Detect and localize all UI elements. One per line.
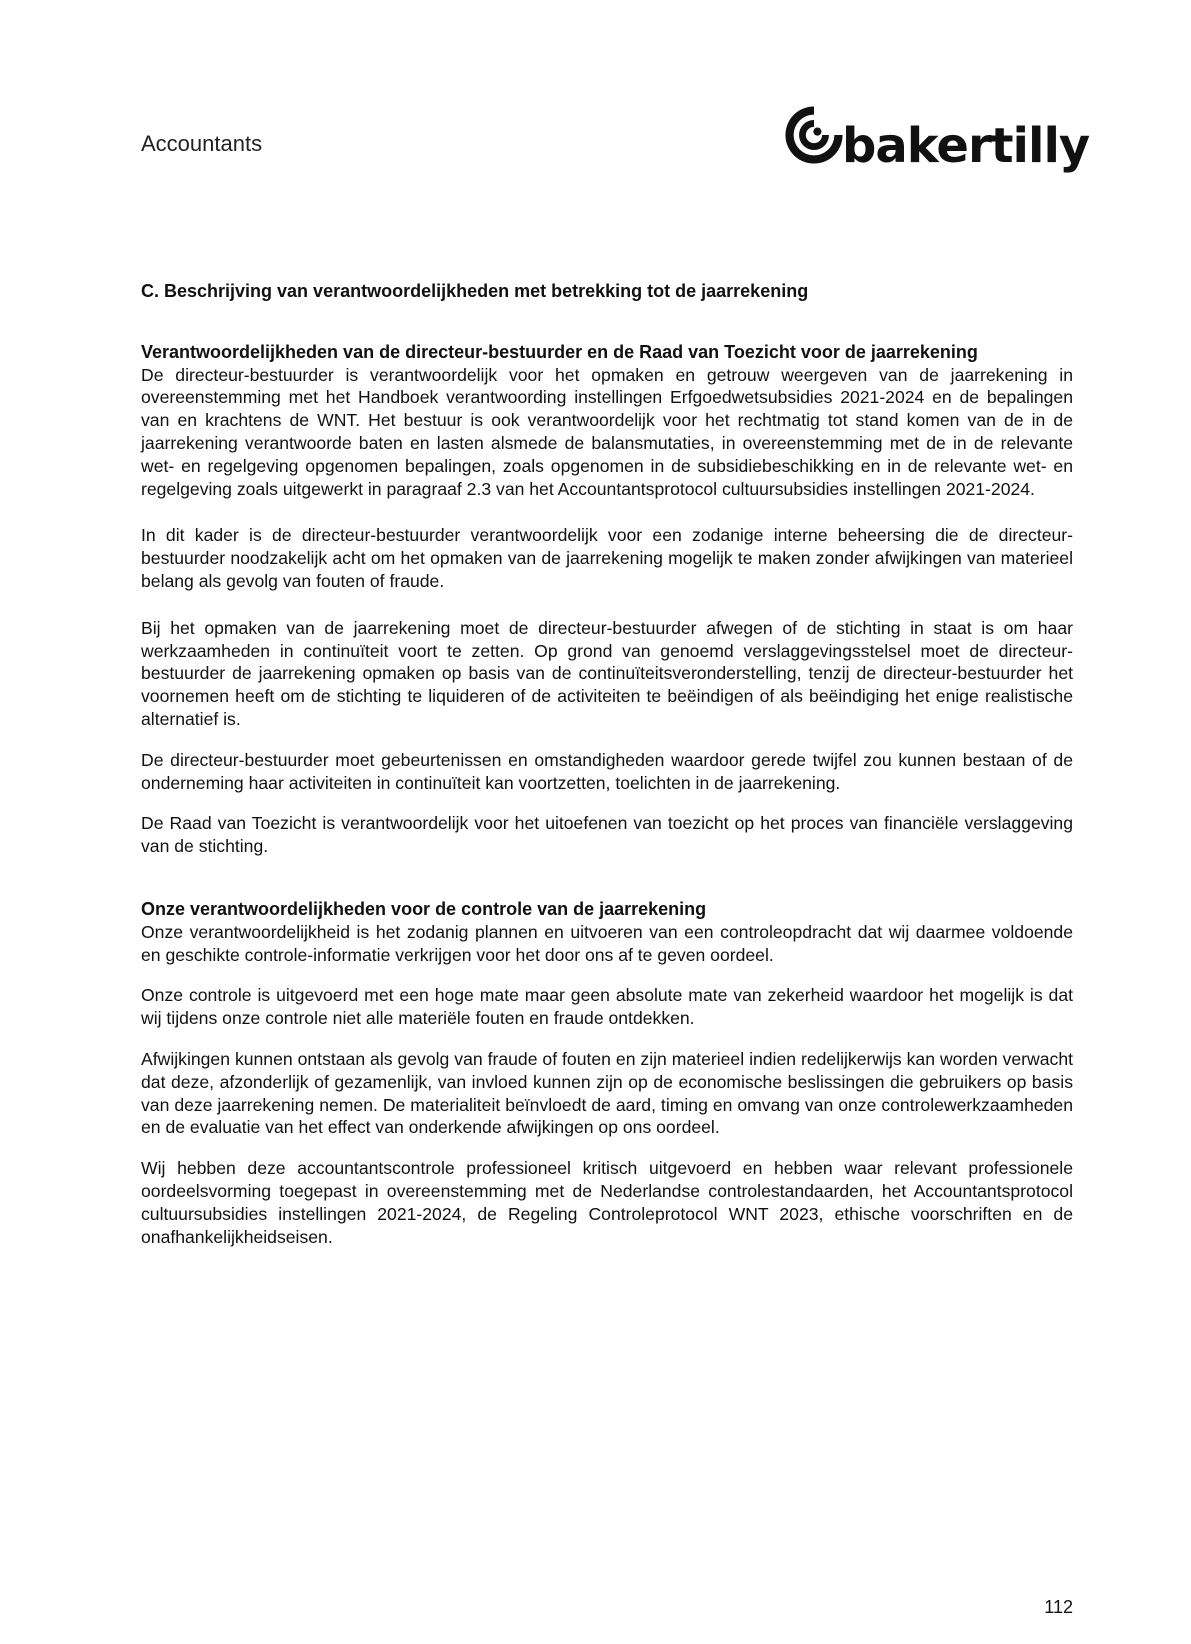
paragraph: Wij hebben deze accountantscontrole professioneel kritisch uitgevoerd en hebben waar relevant professionele oordeelsvorming toegepast in overeenstemming met de Nederlandse controlestandaarden, het Accountantsprotocol cultuursubsidies instellingen 2021-2024, de Regeling Controleprotocol WNT 2023, ethische voorschriften en de onafhankelijkheidseisen.: [141, 1158, 1073, 1247]
subheading-audit-responsibilities: Onze verantwoordelijkheden voor de controle van de jaarrekening: [141, 898, 707, 919]
paragraph: De Raad van Toezicht is verantwoordelijk voor het uitoefenen van toezicht op het proces van financiële verslaggeving van de stichting.: [141, 813, 1073, 857]
paragraph: Afwijkingen kunnen ontstaan als gevolg van fraude of fouten en zijn materieel indien redelijkerwijs kan worden verwacht dat deze, afzonderlijk of gezamenlijk, van invloed kunnen zijn op de economische beslissingen die gebruikers op basis van deze jaarrekening nemen. De materialiteit beïnvloedt de aard, timing en omvang van onze controlewerkzaamheden en de evaluatie van het effect van onderkende afwijkingen op ons oordeel.: [141, 1048, 1073, 1138]
paragraph: Onze verantwoordelijkheid is het zodanig plannen en uitvoeren van een controleopdracht dat wij daarmee voldoende en geschikte controle-informatie verkrijgen voor het door ons af te geven oordeel.: [141, 921, 1073, 965]
subheading-management-responsibilities: Verantwoordelijkheden van de directeur-bestuurder en de Raad van Toezicht voor de jaarrekening: [141, 341, 978, 362]
page-number: 112: [1044, 1597, 1073, 1617]
paragraph: De directeur-bestuurder is verantwoordelijk voor het opmaken en getrouw weergeven van de jaarrekening in overeenstemming met het Handboek verantwoording instellingen Erfgoedwetsubsidies 2021-2024 en de bepalingen van en krachtens de WNT. Het bestuur is ook verantwoordelijk voor het rechtmatig tot stand komen van de in de jaarrekening verantwoorde baten en lasten alsmede de balansmutaties, in overeenstemming met de in de relevante wet- en regelgeving opgenomen bepalingen, zoals opgenomen in de subsidiebeschikking en in de relevante wet- en regelgeving zoals uitgewerkt in paragraaf 2.3 van het Accountantsprotocol cultuursubsidies instellingen 2021-2024.: [141, 364, 1073, 499]
company-logo: [780, 90, 1100, 180]
logo-wordmark: bakertilly: [842, 118, 1090, 174]
section-title: C. Beschrijving van verantwoordelijkheden met betrekking tot de jaarrekening: [141, 281, 809, 301]
paragraph: Bij het opmaken van de jaarrekening moet de directeur-bestuurder afwegen of de stichting in staat is om haar werkzaamheden in continuïteit voort te zetten. Op grond van genoemd verslaggevingsstelsel moet de directeur-bestuurder de jaarrekening opmaken op basis van de continuïteitsveronderstelling, tenzij de directeur-bestuurder het voornemen heeft om de stichting te liquideren of de activiteiten te beëindigen of als beëindiging het enige realistische alternatief is.: [141, 617, 1073, 729]
paragraph: In dit kader is de directeur-bestuurder verantwoordelijk voor een zodanige interne beheersing die de directeur-bestuurder noodzakelijk acht om het opmaken van de jaarrekening mogelijk te maken zonder afwijkingen van materieel belang als gevolg van fouten of fraude.: [141, 525, 1073, 591]
paragraph: De directeur-bestuurder moet gebeurtenissen en omstandigheden waardoor gerede twijfel zou kunnen bestaan of de onderneming haar activiteiten in continuïteit kan voortzetten, toelichten in de jaarrekening.: [141, 749, 1073, 793]
document-body: [141, 280, 1073, 1266]
paragraph: Onze controle is uitgevoerd met een hoge mate maar geen absolute mate van zekerheid waardoor het mogelijk is dat wij tijdens onze controle niet alle materiële fouten en fraude ontdekken.: [141, 985, 1073, 1029]
bakertilly-swirl-icon: [780, 101, 848, 169]
header-label: Accountants: [141, 131, 263, 156]
